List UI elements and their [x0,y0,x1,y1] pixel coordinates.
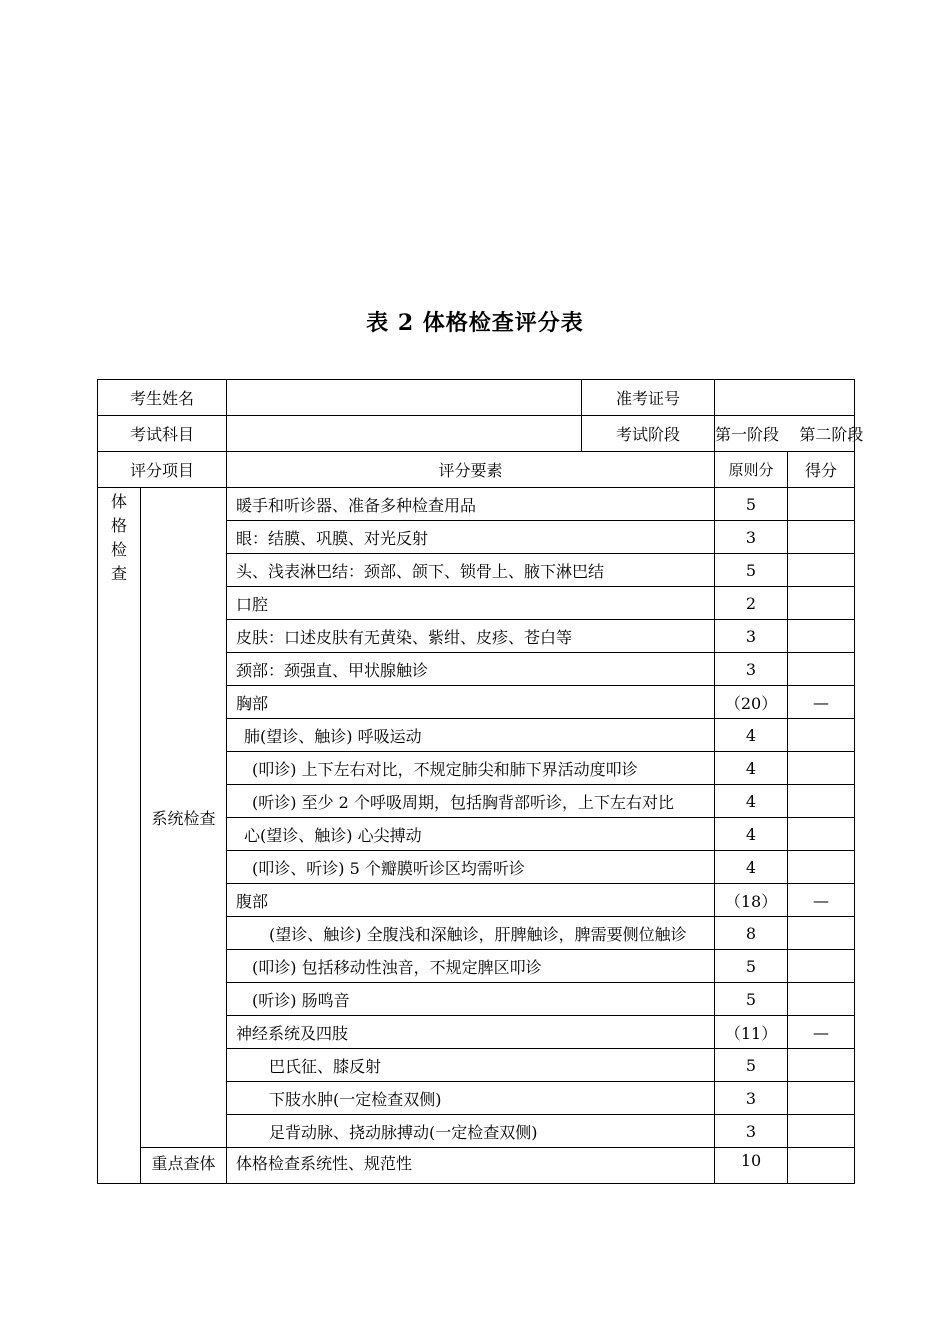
row-base-score: 3 [715,653,788,686]
row-base-score: 5 [715,488,788,521]
row-text: 颈部：颈强直、甲状腺触诊 [227,653,715,686]
row-score-field[interactable] [788,1115,855,1148]
row-text: 暖手和听诊器、准备多种检查用品 [227,488,715,521]
stage-value: 第一阶段 第二阶段 [715,416,855,452]
row-score-field[interactable] [788,620,855,653]
col-base-header: 原则分 [715,452,788,488]
row-score-field[interactable] [788,785,855,818]
row-base-score: 3 [715,521,788,554]
row-score-field[interactable] [788,752,855,785]
row-base-score: （20） [715,686,788,719]
table-row-focus [98,1148,855,1184]
row-text: 足背动脉、挠动脉搏动(一定检查双侧) [227,1115,715,1148]
row-text: 神经系统及四肢 [227,1016,715,1049]
row-base-score: 5 [715,1049,788,1082]
id-field[interactable] [715,380,855,416]
subject-label: 考试科目 [98,416,227,452]
col-element-header: 评分要素 [227,452,715,488]
col-score-header: 得分 [788,452,855,488]
row-score-field[interactable] [788,851,855,884]
name-label: 考生姓名 [98,380,227,416]
row-base-score: 8 [715,917,788,950]
row-score-field[interactable] [788,653,855,686]
score-table [97,379,864,1184]
row-text: (叩诊) 上下左右对比，不规定肺尖和肺下界活动度叩诊 [227,752,715,785]
row-score-dash: — [788,1016,855,1049]
row-score-dash: — [788,884,855,917]
row-score-field[interactable] [788,719,855,752]
row-text: 体格检查系统性、规范性 [227,1148,715,1184]
row-score-field[interactable] [788,818,855,851]
row-text: 腹部 [227,884,715,917]
row-text: 肺(望诊、触诊) 呼吸运动 [227,719,715,752]
row-score-dash: — [788,686,855,719]
stage-label: 考试阶段 [582,416,715,452]
group-system: 系统检查 [141,488,227,1148]
id-label: 准考证号 [582,380,715,416]
row-score-field[interactable] [788,488,855,521]
row-text: (听诊) 至少 2 个呼吸周期，包括胸背部听诊，上下左右对比 [227,785,715,818]
row-score-field[interactable] [788,554,855,587]
row-text: (望诊、触诊) 全腹浅和深触诊，肝脾触诊，脾需要侧位触诊 [227,917,715,950]
row-base-score: 5 [715,950,788,983]
row-base-score: 5 [715,983,788,1016]
row-text: 眼：结膜、巩膜、对光反射 [227,521,715,554]
row-text: 头、浅表淋巴结：颈部、颌下、锁骨上、腋下淋巴结 [227,554,715,587]
name-field[interactable] [227,380,582,416]
row-text: 皮肤：口述皮肤有无黄染、紫绀、皮疹、苍白等 [227,620,715,653]
row-base-score: 3 [715,1115,788,1148]
row-text: 下肢水肿(一定检查双侧) [227,1082,715,1115]
row-score-field[interactable] [788,950,855,983]
row-text: 心(望诊、触诊) 心尖搏动 [227,818,715,851]
row-text: 口腔 [227,587,715,620]
category-cell: 体 格 检 查 [98,488,141,1184]
row-score-field[interactable] [788,587,855,620]
row-base-score: 5 [715,554,788,587]
header-row-name [98,380,855,416]
table-row [98,488,855,521]
subject-field[interactable] [227,416,582,452]
col-item-header: 评分项目 [98,452,227,488]
row-base-score: 4 [715,818,788,851]
row-base-score: 10 [715,1148,788,1184]
row-base-score: （11） [715,1016,788,1049]
row-score-field[interactable] [788,521,855,554]
column-header-row [98,452,855,488]
row-base-score: 4 [715,785,788,818]
row-text: (叩诊) 包括移动性浊音，不规定脾区叩诊 [227,950,715,983]
row-score-field[interactable] [788,1148,855,1184]
row-base-score: 2 [715,587,788,620]
row-base-score: 4 [715,719,788,752]
row-text: (听诊) 肠鸣音 [227,983,715,1016]
row-score-field[interactable] [788,1049,855,1082]
row-score-field[interactable] [788,917,855,950]
header-row-subject [98,416,855,452]
page-title: 表 2 体格检查评分表 [366,310,584,336]
group-focus: 重点查体 [141,1148,227,1184]
row-score-field[interactable] [788,1082,855,1115]
row-base-score: 3 [715,620,788,653]
row-base-score: （18） [715,884,788,917]
row-text: 巴氏征、膝反射 [227,1049,715,1082]
row-text: 胸部 [227,686,715,719]
row-text: (叩诊、听诊) 5 个瓣膜听诊区均需听诊 [227,851,715,884]
row-score-field[interactable] [788,983,855,1016]
row-base-score: 4 [715,851,788,884]
row-base-score: 4 [715,752,788,785]
row-base-score: 3 [715,1082,788,1115]
